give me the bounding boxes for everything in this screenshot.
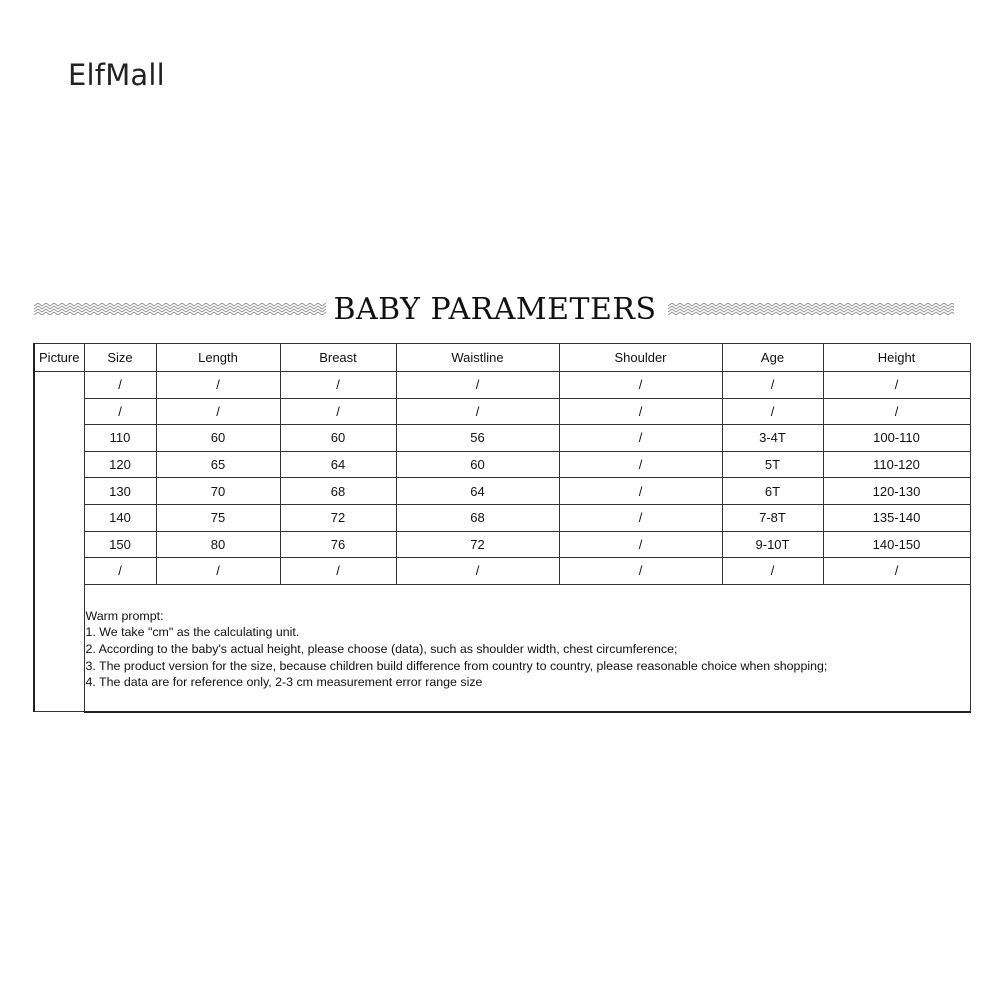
table-cell: 6T xyxy=(722,478,823,505)
table-cell: 140 xyxy=(84,504,156,531)
table-cell: / xyxy=(84,372,156,399)
table-cell: 65 xyxy=(156,451,280,478)
size-chart-table xyxy=(33,343,971,713)
table-cell: 64 xyxy=(396,478,559,505)
brand-logo-text: ElfMall xyxy=(68,58,165,92)
table-cell: 68 xyxy=(396,504,559,531)
table-cell: / xyxy=(722,398,823,425)
table-cell: 60 xyxy=(280,425,396,452)
table-row xyxy=(34,398,970,425)
table-cell: / xyxy=(396,398,559,425)
table-cell: 64 xyxy=(280,451,396,478)
table-row xyxy=(34,478,970,505)
notes-item: 4. The data are for reference only, 2-3 cm measurement error range size xyxy=(85,675,483,690)
table-row xyxy=(34,558,970,585)
table-cell: / xyxy=(559,558,722,585)
column-header-height: Height xyxy=(823,344,970,372)
table-row-notes xyxy=(34,584,970,712)
table-cell: 140-150 xyxy=(823,531,970,558)
table-cell: / xyxy=(280,558,396,585)
table-cell: 120-130 xyxy=(823,478,970,505)
table-cell: 68 xyxy=(280,478,396,505)
table-cell: / xyxy=(559,504,722,531)
notes-heading: Warm prompt: xyxy=(85,608,164,623)
table-cell: / xyxy=(156,558,280,585)
table-cell: 150 xyxy=(84,531,156,558)
banner-title: BABY PARAMETERS xyxy=(333,292,657,327)
table-cell: / xyxy=(559,531,722,558)
table-cell: / xyxy=(823,398,970,425)
table-cell: / xyxy=(559,398,722,425)
notes-item: 3. The product version for the size, because children build difference from country to country, please reasonable choice when shopping; xyxy=(85,658,828,673)
table-cell: 7-8T xyxy=(722,504,823,531)
table-cell: / xyxy=(280,398,396,425)
table-row xyxy=(34,531,970,558)
table-row xyxy=(34,504,970,531)
table-cell: 5T xyxy=(722,451,823,478)
column-header-waistline: Waistline xyxy=(396,344,559,372)
table-cell: 75 xyxy=(156,504,280,531)
table-row xyxy=(34,451,970,478)
section-banner xyxy=(32,290,958,330)
table-cell: / xyxy=(156,372,280,399)
table-cell: 72 xyxy=(396,531,559,558)
table-header-row xyxy=(34,344,970,372)
table-cell: 3-4T xyxy=(722,425,823,452)
column-header-picture: Picture xyxy=(34,344,84,372)
column-header-size: Size xyxy=(84,344,156,372)
table-cell: / xyxy=(396,372,559,399)
table-cell: / xyxy=(559,451,722,478)
table-cell: / xyxy=(722,372,823,399)
table-cell: 76 xyxy=(280,531,396,558)
table-row xyxy=(34,425,970,452)
table-cell: 110-120 xyxy=(823,451,970,478)
warm-prompt-notes xyxy=(84,584,970,712)
table-cell: 80 xyxy=(156,531,280,558)
table-cell: / xyxy=(722,558,823,585)
table-cell: 9-10T xyxy=(722,531,823,558)
table-cell: / xyxy=(84,398,156,425)
table-cell: 56 xyxy=(396,425,559,452)
table-cell: 130 xyxy=(84,478,156,505)
column-header-length: Length xyxy=(156,344,280,372)
notes-item: 2. According to the baby's actual height, please choose (data), such as shoulder width, chest circumference; xyxy=(85,641,678,656)
table-cell: 60 xyxy=(156,425,280,452)
table-cell: / xyxy=(559,372,722,399)
table-cell: 135-140 xyxy=(823,504,970,531)
table-cell: / xyxy=(84,558,156,585)
column-header-age: Age xyxy=(722,344,823,372)
table-cell: / xyxy=(559,425,722,452)
table-cell: / xyxy=(559,478,722,505)
table-cell: / xyxy=(823,372,970,399)
zigzag-ornament-right xyxy=(668,303,954,315)
table-row xyxy=(34,372,970,399)
table-cell: 70 xyxy=(156,478,280,505)
table-cell: 60 xyxy=(396,451,559,478)
column-header-breast: Breast xyxy=(280,344,396,372)
table-cell: / xyxy=(156,398,280,425)
table-cell: 110 xyxy=(84,425,156,452)
notes-item: 1. We take "cm" as the calculating unit. xyxy=(85,625,300,640)
table-cell: / xyxy=(280,372,396,399)
table-cell: / xyxy=(396,558,559,585)
table-cell: 72 xyxy=(280,504,396,531)
picture-cell xyxy=(34,372,84,712)
table-cell: / xyxy=(823,558,970,585)
column-header-shoulder: Shoulder xyxy=(559,344,722,372)
table-cell: 120 xyxy=(84,451,156,478)
table-cell: 100-110 xyxy=(823,425,970,452)
